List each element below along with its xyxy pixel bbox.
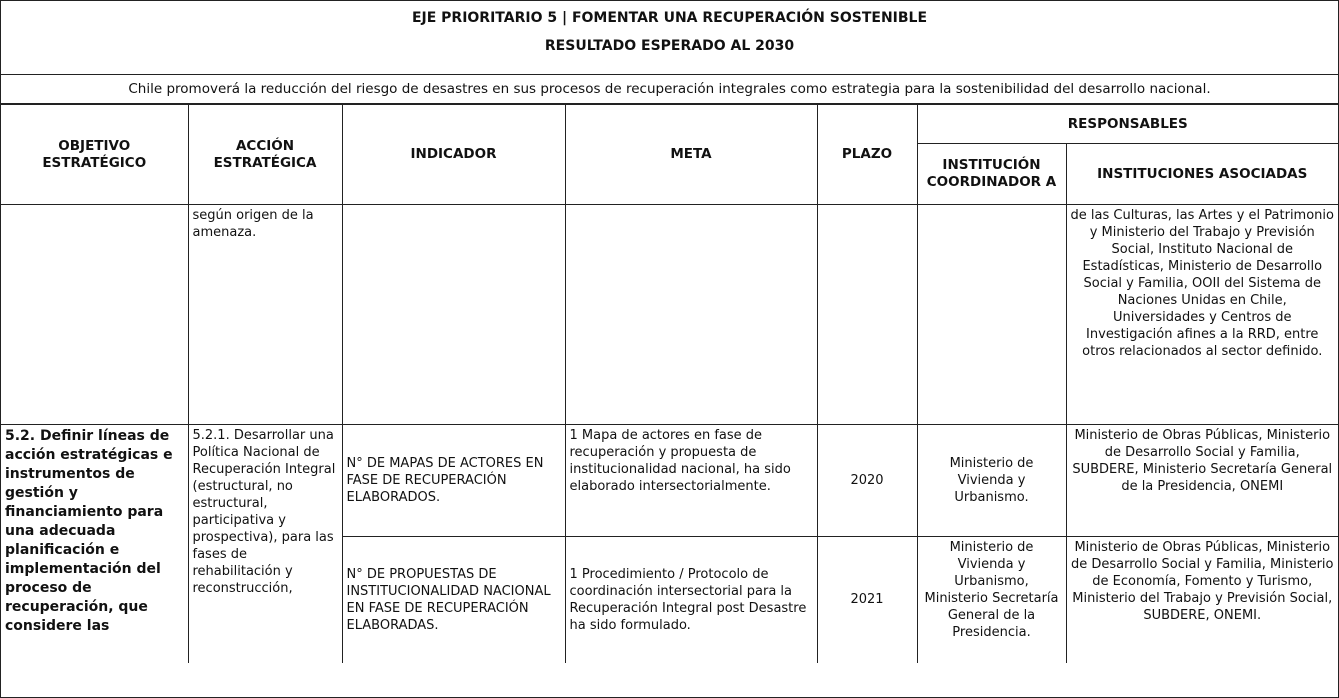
cell-accion-5-2-1: 5.2.1. Desarrollar una Política Nacional de Recuperación Integral (estructural, no estructural, participativa y prospectiva), para las fases de rehabilitación y reconstrucción,: [188, 425, 342, 663]
cell-coordinadora-continued: [917, 205, 1066, 425]
col-header-meta: META: [565, 105, 817, 205]
cell-indicador-r2: N° DE PROPUESTAS DE INSTITUCIONALIDAD NACIONAL EN FASE DE RECUPERACIÓN ELABORADAS.: [342, 537, 565, 663]
col-header-objetivo: OBJETIVO ESTRATÉGICO: [1, 105, 188, 205]
table-header-block: [1, 1, 1338, 75]
cell-asociadas-r1: Ministerio de Obras Públicas, Ministerio de Desarrollo Social y Familia, SUBDERE, Ministerio Secretaría General de la Presidencia, ONEMI: [1066, 425, 1338, 537]
cell-meta-r2: 1 Procedimiento / Protocolo de coordinación intersectorial para la Recuperación Integral post Desastre ha sido formulado.: [565, 537, 817, 663]
cell-plazo-continued: [817, 205, 917, 425]
cell-asociadas-r2: Ministerio de Obras Públicas, Ministerio de Desarrollo Social y Familia, Ministerio de Economía, Fomento y Turismo, Ministerio del Trabajo y Previsión Social, SUBDERE, ONEMI.: [1066, 537, 1338, 663]
col-header-coordinadora: INSTITUCIÓN COORDINADOR A: [917, 144, 1066, 205]
cell-accion-continued: según origen de la amenaza.: [188, 205, 342, 425]
cell-objetivo-continued: [1, 205, 188, 425]
cell-objetivo-5-2: 5.2. Definir líneas de acción estratégicas e instrumentos de gestión y financiamiento para una adecuada planificación e implementación del proceso de recuperación, que considere las: [1, 425, 188, 663]
table-row: [1, 205, 1338, 425]
cell-coordinadora-r1: Ministerio de Vivienda y Urbanismo.: [917, 425, 1066, 537]
cell-meta-continued: [565, 205, 817, 425]
action-plan-table: [1, 104, 1338, 663]
col-header-asociadas: INSTITUCIONES ASOCIADAS: [1066, 144, 1338, 205]
col-header-plazo: PLAZO: [817, 105, 917, 205]
expected-result-title: RESULTADO ESPERADO AL 2030: [544, 38, 795, 54]
expected-result-text: Chile promoverá la reducción del riesgo de desastres en sus procesos de recuperación integrales como estrategia para la sostenibilidad del desarrollo nacional.: [1, 75, 1338, 104]
cell-coordinadora-r2: Ministerio de Vivienda y Urbanismo, Ministerio Secretaría General de la Presidencia.: [917, 537, 1066, 663]
col-header-responsables: RESPONSABLES: [917, 105, 1338, 144]
cell-indicador-continued: [342, 205, 565, 425]
cell-plazo-r2: 2021: [817, 537, 917, 663]
cell-asociadas-continued: de las Culturas, las Artes y el Patrimonio y Ministerio del Trabajo y Previsión Social, Instituto Nacional de Estadísticas, Ministerio de Desarrollo Social y Familia, OOII del Sistema de Naciones Unidas en Chile, Universidades y Centros de Investigación afines a la RRD, entre otros relacionados al sector definido.: [1066, 205, 1338, 425]
cell-plazo-r1: 2020: [817, 425, 917, 537]
cell-indicador-r1: N° DE MAPAS DE ACTORES EN FASE DE RECUPERACIÓN ELABORADOS.: [342, 425, 565, 537]
col-header-accion: ACCIÓN ESTRATÉGICA: [188, 105, 342, 205]
cell-meta-r1: 1 Mapa de actores en fase de recuperación y propuesta de institucionalidad nacional, ha sido elaborado intersectorialmente.: [565, 425, 817, 537]
col-header-indicador: INDICADOR: [342, 105, 565, 205]
table-row: [1, 425, 1338, 537]
axis-title: EJE PRIORITARIO 5 | FOMENTAR UNA RECUPERACIÓN SOSTENIBLE: [411, 10, 928, 26]
